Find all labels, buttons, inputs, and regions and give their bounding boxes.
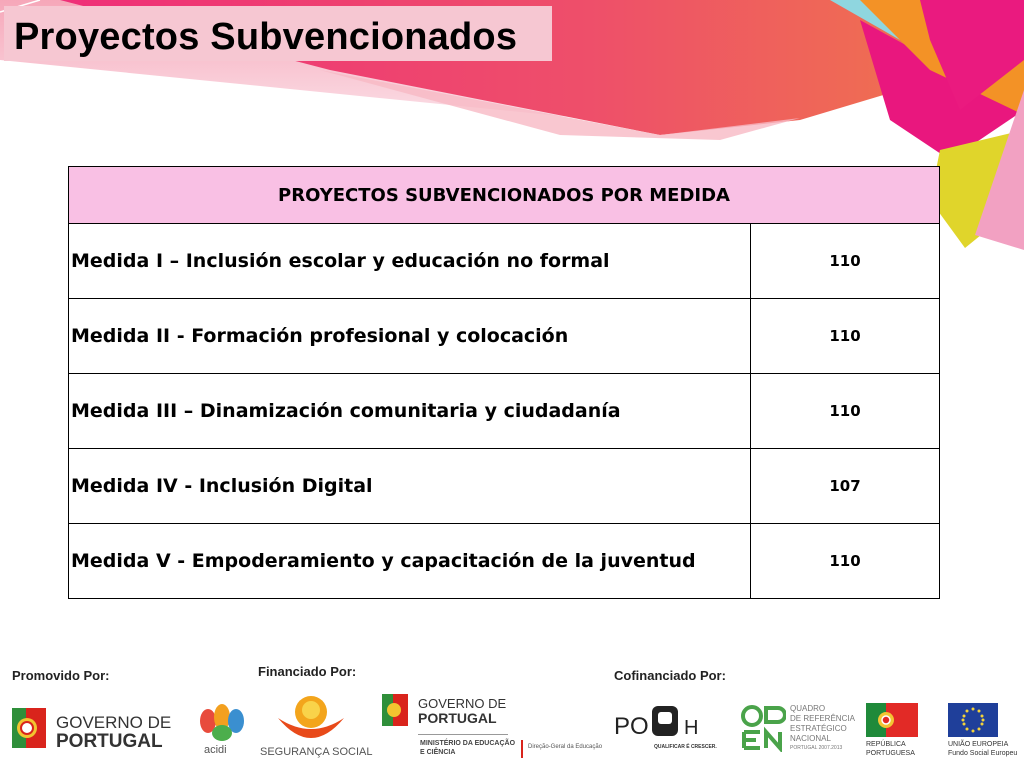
financiado-label: Financiado Por:: [258, 664, 357, 679]
medida-name: Medida I – Inclusión escolar y educación no formal: [69, 224, 751, 299]
table-row: [69, 374, 940, 449]
qren-line1: QUADRO: [790, 704, 826, 713]
qren-line3: ESTRATÉGICO: [790, 724, 847, 733]
divider: [418, 734, 508, 735]
poph-icon: [614, 702, 710, 742]
ministerio-educacao-logo: [382, 690, 612, 762]
table-header: PROYECTOS SUBVENCIONADOS POR MEDIDA: [69, 167, 940, 224]
medida-name: Medida II - Formación profesional y colocación: [69, 299, 751, 374]
acidi-logo: [188, 695, 250, 759]
qren-line4: NACIONAL: [790, 734, 831, 743]
eu-flag-icon: [948, 703, 998, 737]
table-row: [69, 299, 940, 374]
qren-logo: [740, 702, 860, 756]
promovido-label: Promovido Por:: [12, 668, 110, 683]
table-row: [69, 449, 940, 524]
table-row: [69, 524, 940, 599]
portugal-flag-icon: [866, 703, 918, 737]
governo-portugal-logo: [12, 700, 172, 756]
svg-text:H: H: [684, 717, 699, 739]
red-divider: [521, 740, 523, 758]
medida-value: 110: [751, 224, 940, 299]
republica-line1: REPÚBLICA: [866, 741, 906, 748]
qren-line5: PORTUGAL 2007.2013: [790, 745, 843, 751]
portugal-shield-small-icon: [382, 692, 410, 730]
republica-portuguesa-logo: [866, 703, 930, 759]
seguranca-social-logo: [258, 688, 373, 764]
svg-text:PO: PO: [614, 713, 649, 740]
title-box: [4, 6, 552, 61]
ue-line1: UNIÃO EUROPEIA: [948, 741, 1009, 748]
table-header-row: [69, 167, 940, 224]
acidi-text: acidi: [204, 744, 227, 756]
cofinanciado-label: Cofinanciado Por:: [614, 668, 726, 683]
medida-value: 110: [751, 374, 940, 449]
gov-line2: PORTUGAL: [56, 731, 163, 752]
ministerio-line1: MINISTÉRIO DA EDUCAÇÃO: [420, 740, 516, 747]
gov2-line2: PORTUGAL: [418, 710, 497, 726]
republica-line2: PORTUGUESA: [866, 750, 915, 757]
medidas-table: [68, 166, 940, 599]
gov2-line1: GOVERNO DE: [418, 696, 507, 711]
medida-name: Medida III – Dinamización comunitaria y ciudadanía: [69, 374, 751, 449]
qren-line2: DE REFERÊNCIA: [790, 714, 855, 723]
page-title: Proyectos Subvencionados: [14, 16, 518, 58]
medida-name: Medida V - Empoderamiento y capacitación de la juventud: [69, 524, 751, 599]
ministerio-line2: E CIÊNCIA: [420, 749, 456, 756]
direcao-text: Direção-Geral da Educação: [528, 744, 603, 750]
poph-tagline: QUALIFICAR É CRESCER.: [654, 744, 717, 750]
seguranca-text: SEGURANÇA SOCIAL: [260, 746, 373, 758]
table-row: [69, 224, 940, 299]
medida-value: 110: [751, 299, 940, 374]
seguranca-social-icon: [276, 688, 346, 744]
hands-icon: [196, 701, 248, 745]
medida-value: 110: [751, 524, 940, 599]
medida-value: 107: [751, 449, 940, 524]
qren-icon: [740, 704, 786, 752]
gov-line1: GOVERNO DE: [56, 713, 172, 732]
portugal-shield-icon: [12, 704, 48, 752]
uniao-europeia-logo: [948, 703, 1022, 759]
poph-logo: [614, 700, 717, 758]
ue-line2: Fundo Social Europeu: [948, 750, 1018, 757]
medida-name: Medida IV - Inclusión Digital: [69, 449, 751, 524]
